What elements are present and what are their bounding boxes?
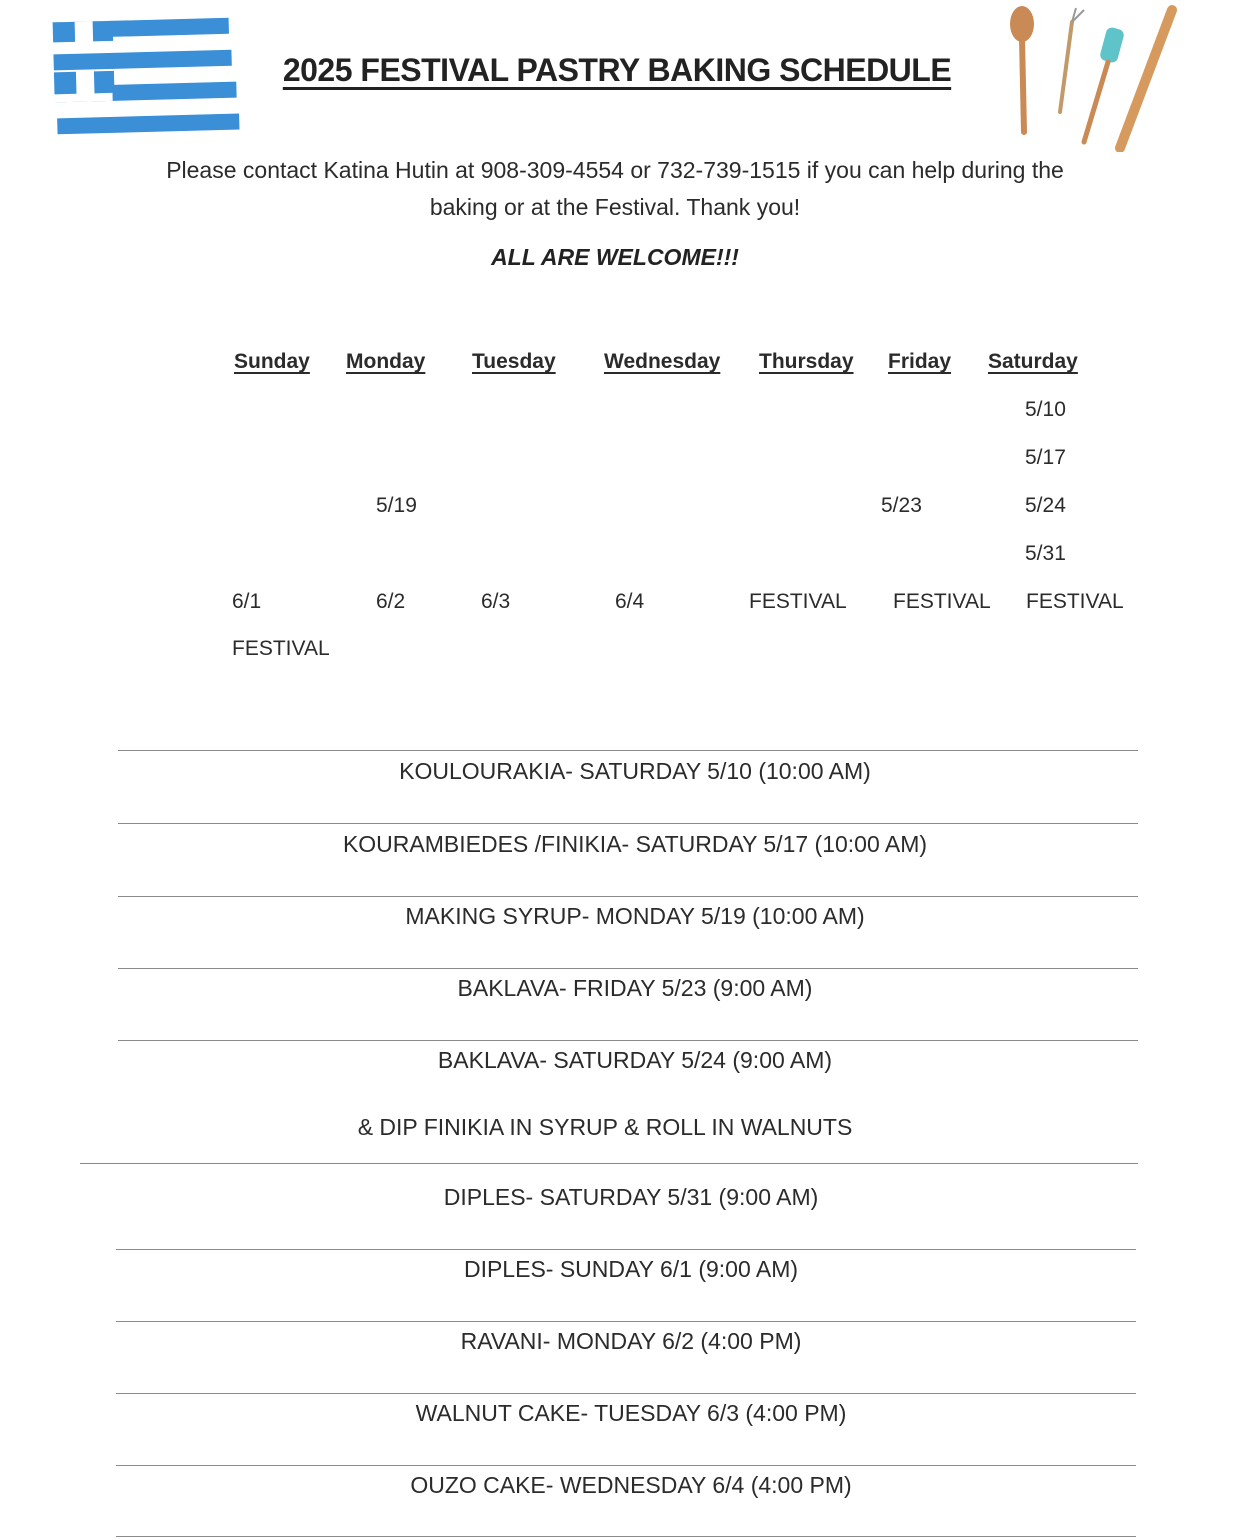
calendar-cell: FESTIVAL [232,637,330,660]
divider [118,823,1138,824]
divider [116,1465,1136,1466]
divider [116,1249,1136,1250]
day-header-sunday: Sunday [234,350,310,373]
welcome-text: ALL ARE WELCOME!!! [491,244,739,270]
baking-utensils-icon [1000,2,1190,152]
calendar-cell: FESTIVAL [1026,590,1124,613]
day-header-saturday: Saturday [988,350,1078,373]
divider [80,1163,1138,1164]
contact-line-2: baking or at the Festival. Thank you! [429,194,801,220]
schedule-item: DIPLES- SUNDAY 6/1 (9:00 AM) [463,1256,799,1282]
calendar-cell: 5/17 [1025,446,1066,469]
calendar-cell: FESTIVAL [749,590,847,613]
schedule-item: RAVANI- MONDAY 6/2 (4:00 PM) [460,1328,802,1354]
divider [116,1321,1136,1322]
day-header-friday: Friday [888,350,952,373]
contact-line-1: Please contact Katina Hutin at 908-309-4554 or 732-739-1515 if you can help during the [166,157,1064,183]
divider [118,1040,1138,1041]
calendar-cell: 6/4 [615,590,645,613]
calendar-cell: 5/19 [376,494,417,517]
schedule-item: WALNUT CAKE- TUESDAY 6/3 (4:00 PM) [415,1400,847,1426]
calendar-cell: 5/31 [1025,542,1066,565]
calendar-cell: 5/10 [1025,398,1066,421]
divider [118,750,1138,751]
schedule-item: OUZO CAKE- WEDNESDAY 6/4 (4:00 PM) [410,1472,852,1498]
calendar-cell: FESTIVAL [893,590,991,613]
schedule-item-note: & DIP FINIKIA IN SYRUP & ROLL IN WALNUTS [357,1114,853,1140]
schedule-item: KOURAMBIEDES /FINIKIA- SATURDAY 5/17 (10:00 AM) [342,831,928,857]
schedule-item: KOULOURAKIA- SATURDAY 5/10 (10:00 AM) [399,758,871,784]
schedule-item: MAKING SYRUP- MONDAY 5/19 (10:00 AM) [405,903,865,929]
schedule-item: DIPLES- SATURDAY 5/31 (9:00 AM) [443,1184,819,1210]
calendar-cell: 5/23 [881,494,922,517]
divider [116,1536,1136,1537]
divider [118,968,1138,969]
calendar-cell: 5/24 [1025,494,1066,517]
calendar-cell: 6/3 [481,590,511,613]
day-header-wednesday: Wednesday [604,350,721,373]
schedule-item: BAKLAVA- SATURDAY 5/24 (9:00 AM) [437,1047,833,1073]
page-title: 2025 FESTIVAL PASTRY BAKING SCHEDULE [282,52,952,88]
calendar-cell: 6/2 [376,590,406,613]
divider [116,1393,1136,1394]
contact-text [80,152,1150,226]
day-header-monday: Monday [346,350,426,373]
day-header-tuesday: Tuesday [472,350,556,373]
divider [118,896,1138,897]
calendar-cell: 6/1 [232,590,262,613]
greek-flag-icon [50,8,240,140]
day-header-thursday: Thursday [759,350,854,373]
schedule-item: BAKLAVA- FRIDAY 5/23 (9:00 AM) [457,975,813,1001]
